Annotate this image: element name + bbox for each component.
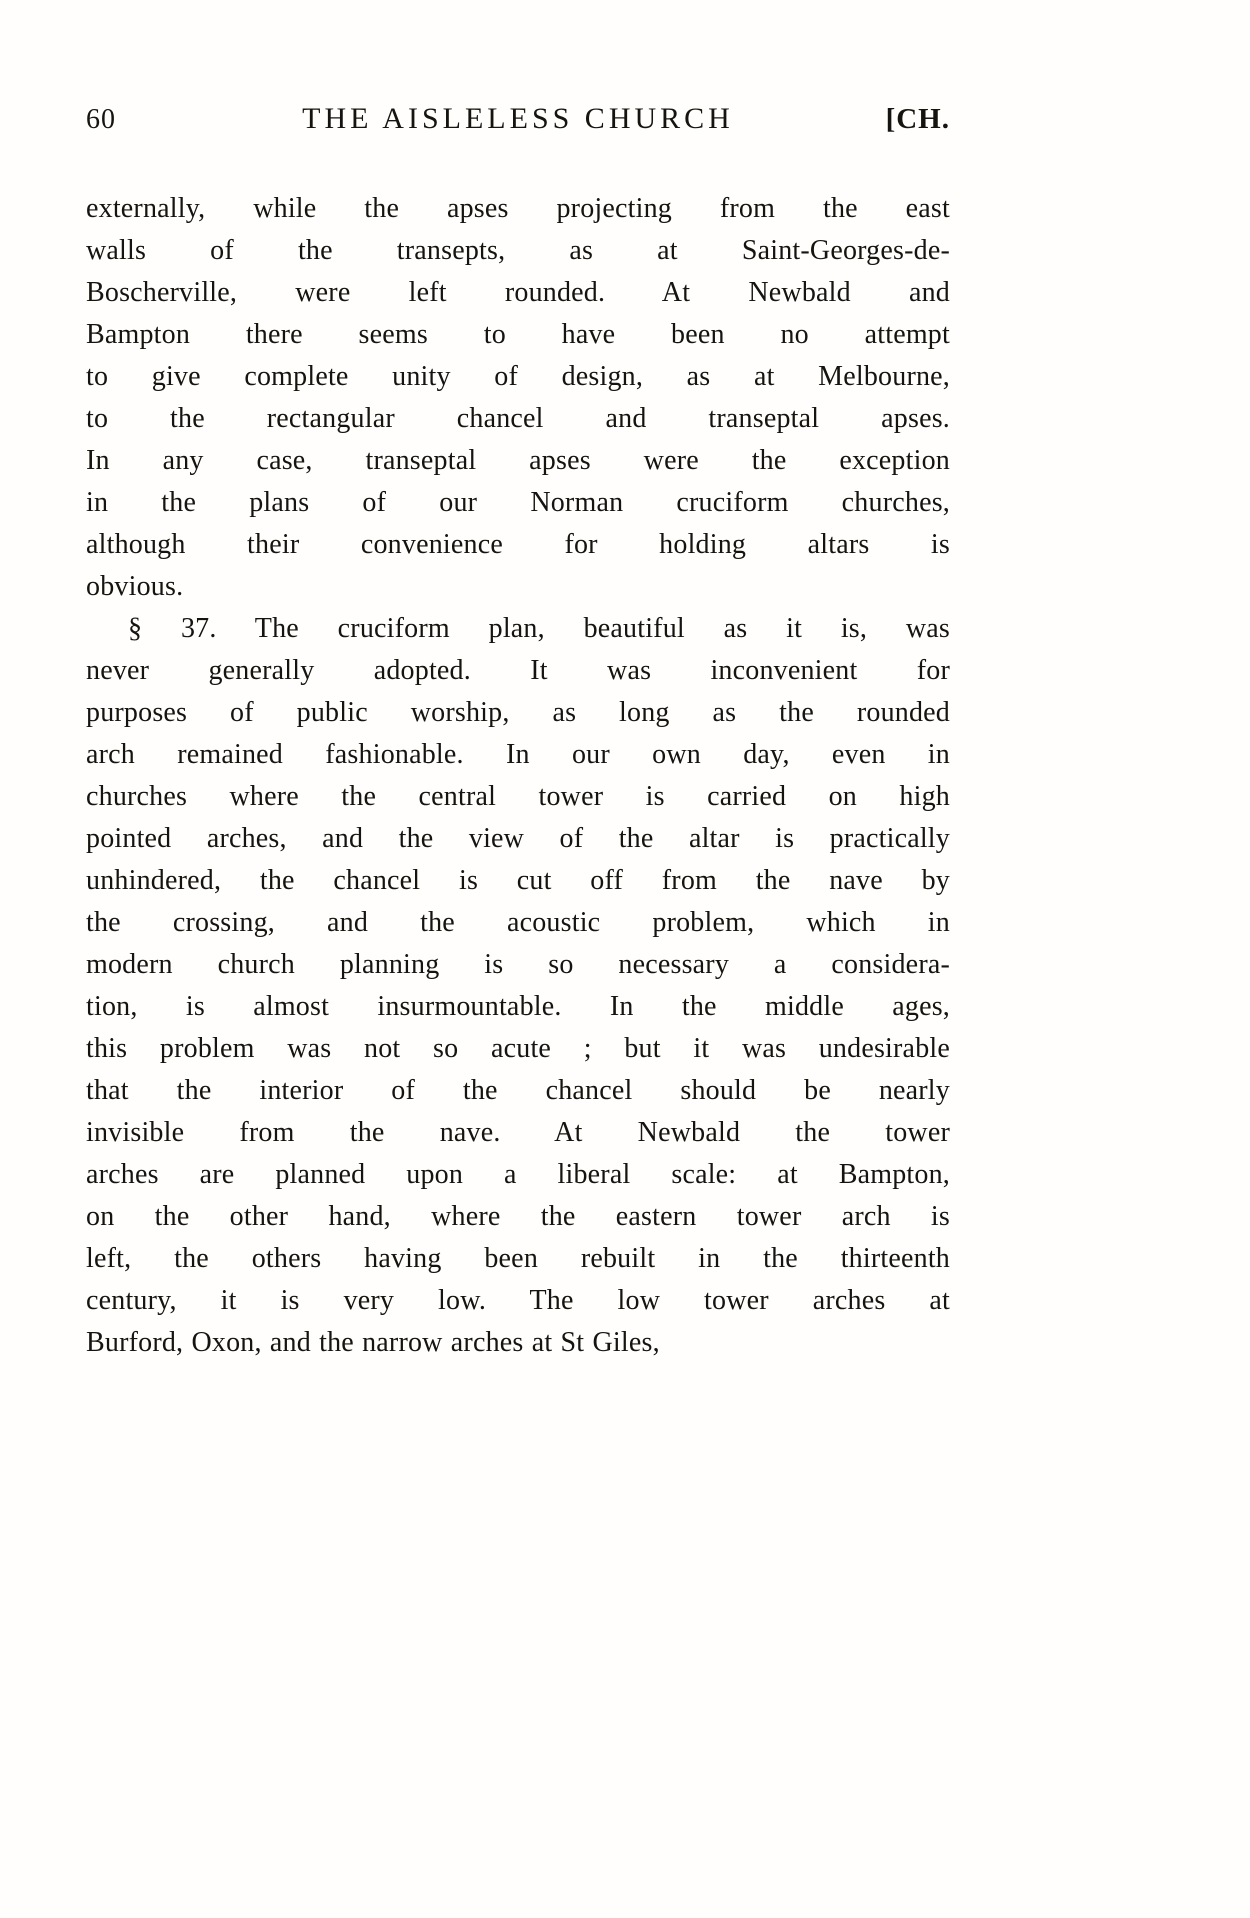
running-title: THE AISLELESS CHURCH: [302, 102, 734, 135]
text-line: this problem was not so acute ; but it was undesirable: [86, 1033, 950, 1064]
text-line: modern church planning is so necessary a considera-: [86, 949, 950, 980]
text-line: century, it is very low. The low tower arches at: [86, 1285, 950, 1316]
text-line: obvious.: [86, 571, 184, 602]
text-line: arches are planned upon a liberal scale: at Bampton,: [86, 1159, 950, 1190]
text-line: § 37. The cruciform plan, beautiful as it is, was: [128, 613, 950, 644]
text-line: purposes of public worship, as long as the rounded: [86, 697, 950, 728]
text-line: to the rectangular chancel and transeptal apses.: [86, 403, 950, 434]
text-line: although their convenience for holding altars is: [86, 529, 950, 560]
text-line: left, the others having been rebuilt in the thirteenth: [86, 1243, 950, 1274]
text-line: walls of the transepts, as at Saint-Georges-de-: [86, 235, 950, 266]
text-line: Bampton there seems to have been no attempt: [86, 319, 950, 350]
text-line: to give complete unity of design, as at Melbourne,: [86, 361, 950, 392]
paragraph: [86, 188, 950, 608]
text-line: invisible from the nave. At Newbald the tower: [86, 1117, 950, 1148]
text-line: pointed arches, and the view of the altar is practically: [86, 823, 950, 854]
text-line: arch remained fashionable. In our own day, even in: [86, 739, 950, 770]
text-line: In any case, transeptal apses were the exception: [86, 445, 950, 476]
page-body: [86, 188, 950, 1364]
text-line: that the interior of the chancel should be nearly: [86, 1075, 950, 1106]
text-line: on the other hand, where the eastern tower arch is: [86, 1201, 950, 1232]
text-line: churches where the central tower is carried on high: [86, 781, 950, 812]
paragraph: [86, 608, 950, 1364]
text-line: the crossing, and the acoustic problem, which in: [86, 907, 950, 938]
text-line: never generally adopted. It was inconvenient for: [86, 655, 950, 686]
text-line: in the plans of our Norman cruciform churches,: [86, 487, 950, 518]
text-line: tion, is almost insurmountable. In the middle ages,: [86, 991, 950, 1022]
text-line: externally, while the apses projecting from the east: [86, 193, 950, 224]
page-number: 60: [86, 104, 116, 135]
text-line: unhindered, the chancel is cut off from the nave by: [86, 865, 950, 896]
text-line: Burford, Oxon, and the narrow arches at St Giles,: [86, 1327, 660, 1358]
page-header: [86, 102, 950, 136]
chapter-mark: [CH.: [885, 103, 950, 135]
text-line: Boscherville, were left rounded. At Newbald and: [86, 277, 950, 308]
